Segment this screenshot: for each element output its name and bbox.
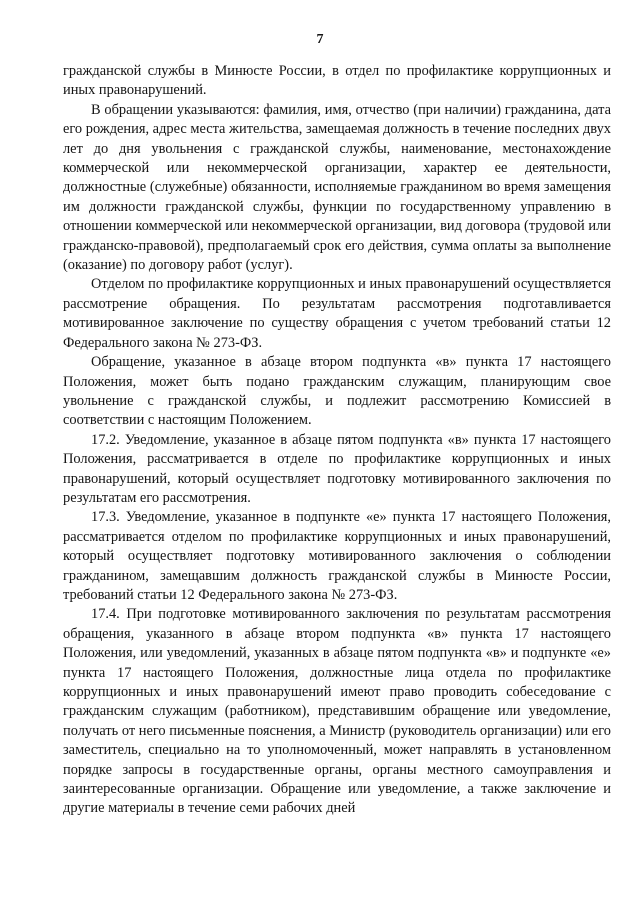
paragraph-17-2: 17.2. Уведомление, указанное в абзаце пятом подпункта «в» пункта 17 настоящего Положения, рассматривается в отделе по профилактике коррупционных и иных правонарушений, который осуществляет подготовку мотивированного заключения по результатам его рассмотрения. [63,431,611,506]
paragraph-17-3: 17.3. Уведомление, указанное в подпункте «е» пункта 17 настоящего Положения, рассматривается отделом по профилактике коррупционных и иных правонарушений, который осуществляет подготовку мотивированного заключения о соблюдении гражданином, замещавшим должность гражданской службы в Минюсте России, требований статьи 12 Федерального закона № 273-ФЗ. [63,509,611,603]
page-number: 7 [316,32,324,47]
paragraph-appeal-review: Отделом по профилактике коррупционных и иных правонарушений осуществляется рассмотрение обращения. По результатам рассмотрения подготавливается мотивированное заключение по существу обращения с учетом требований статьи 12 Федерального закона № 273-ФЗ. [63,276,611,351]
paragraph-continuation: гражданской службы в Минюсте России, в отдел по профилактике коррупционных и иных правонарушений. [63,63,611,99]
paragraph-appeal-contents: В обращении указываются: фамилия, имя, отчество (при наличии) гражданина, дата его рождения, адрес места жительства, замещаемая должность в течение последних двух лет до дня увольнения с гражданской службы, наименование, местонахождение коммерческой или некоммерческой организации, характер ее деятельности, должностные (служебные) обязанности, исполняемые гражданином во время замещения им должности гражданской службы, функции по государственному управлению в отношении коммерческой или некоммерческой организации, вид договора (трудовой или гражданско-правовой), предполагаемый срок его действия, сумма оплаты за выполнение (оказание) по договору работ (услуг). [63,101,611,274]
paragraph-appeal-submission: Обращение, указанное в абзаце втором подпункта «в» пункта 17 настоящего Положения, может быть подано гражданским служащим, планирующим свое увольнение с гражданской службы, и подлежит рассмотрению Комиссией в соответствии с настоящим Положением. [63,354,611,429]
document-body [63,62,611,819]
paragraph-17-4: 17.4. При подготовке мотивированного заключения по результатам рассмотрения обращения, указанного в абзаце втором подпункта «в» пункта 17 настоящего Положения, или уведомлений, указанных в абзаце пятом подпункта «в» и подпункте «е» пункта 17 настоящего Положения, должностные лица отдела по профилактике коррупционных и иных правонарушений имеют право проводить собеседование с гражданским служащим (работником), представившим обращение или уведомление, получать от него письменные пояснения, а Министр (руководитель организации) или его заместитель, специально на то уполномоченный, может направлять в установленном порядке запросы в государственные органы, органы местного самоуправления и заинтересованные организации. Обращение или уведомление, а также заключение и другие материалы в течение семи рабочих дней [63,606,611,817]
